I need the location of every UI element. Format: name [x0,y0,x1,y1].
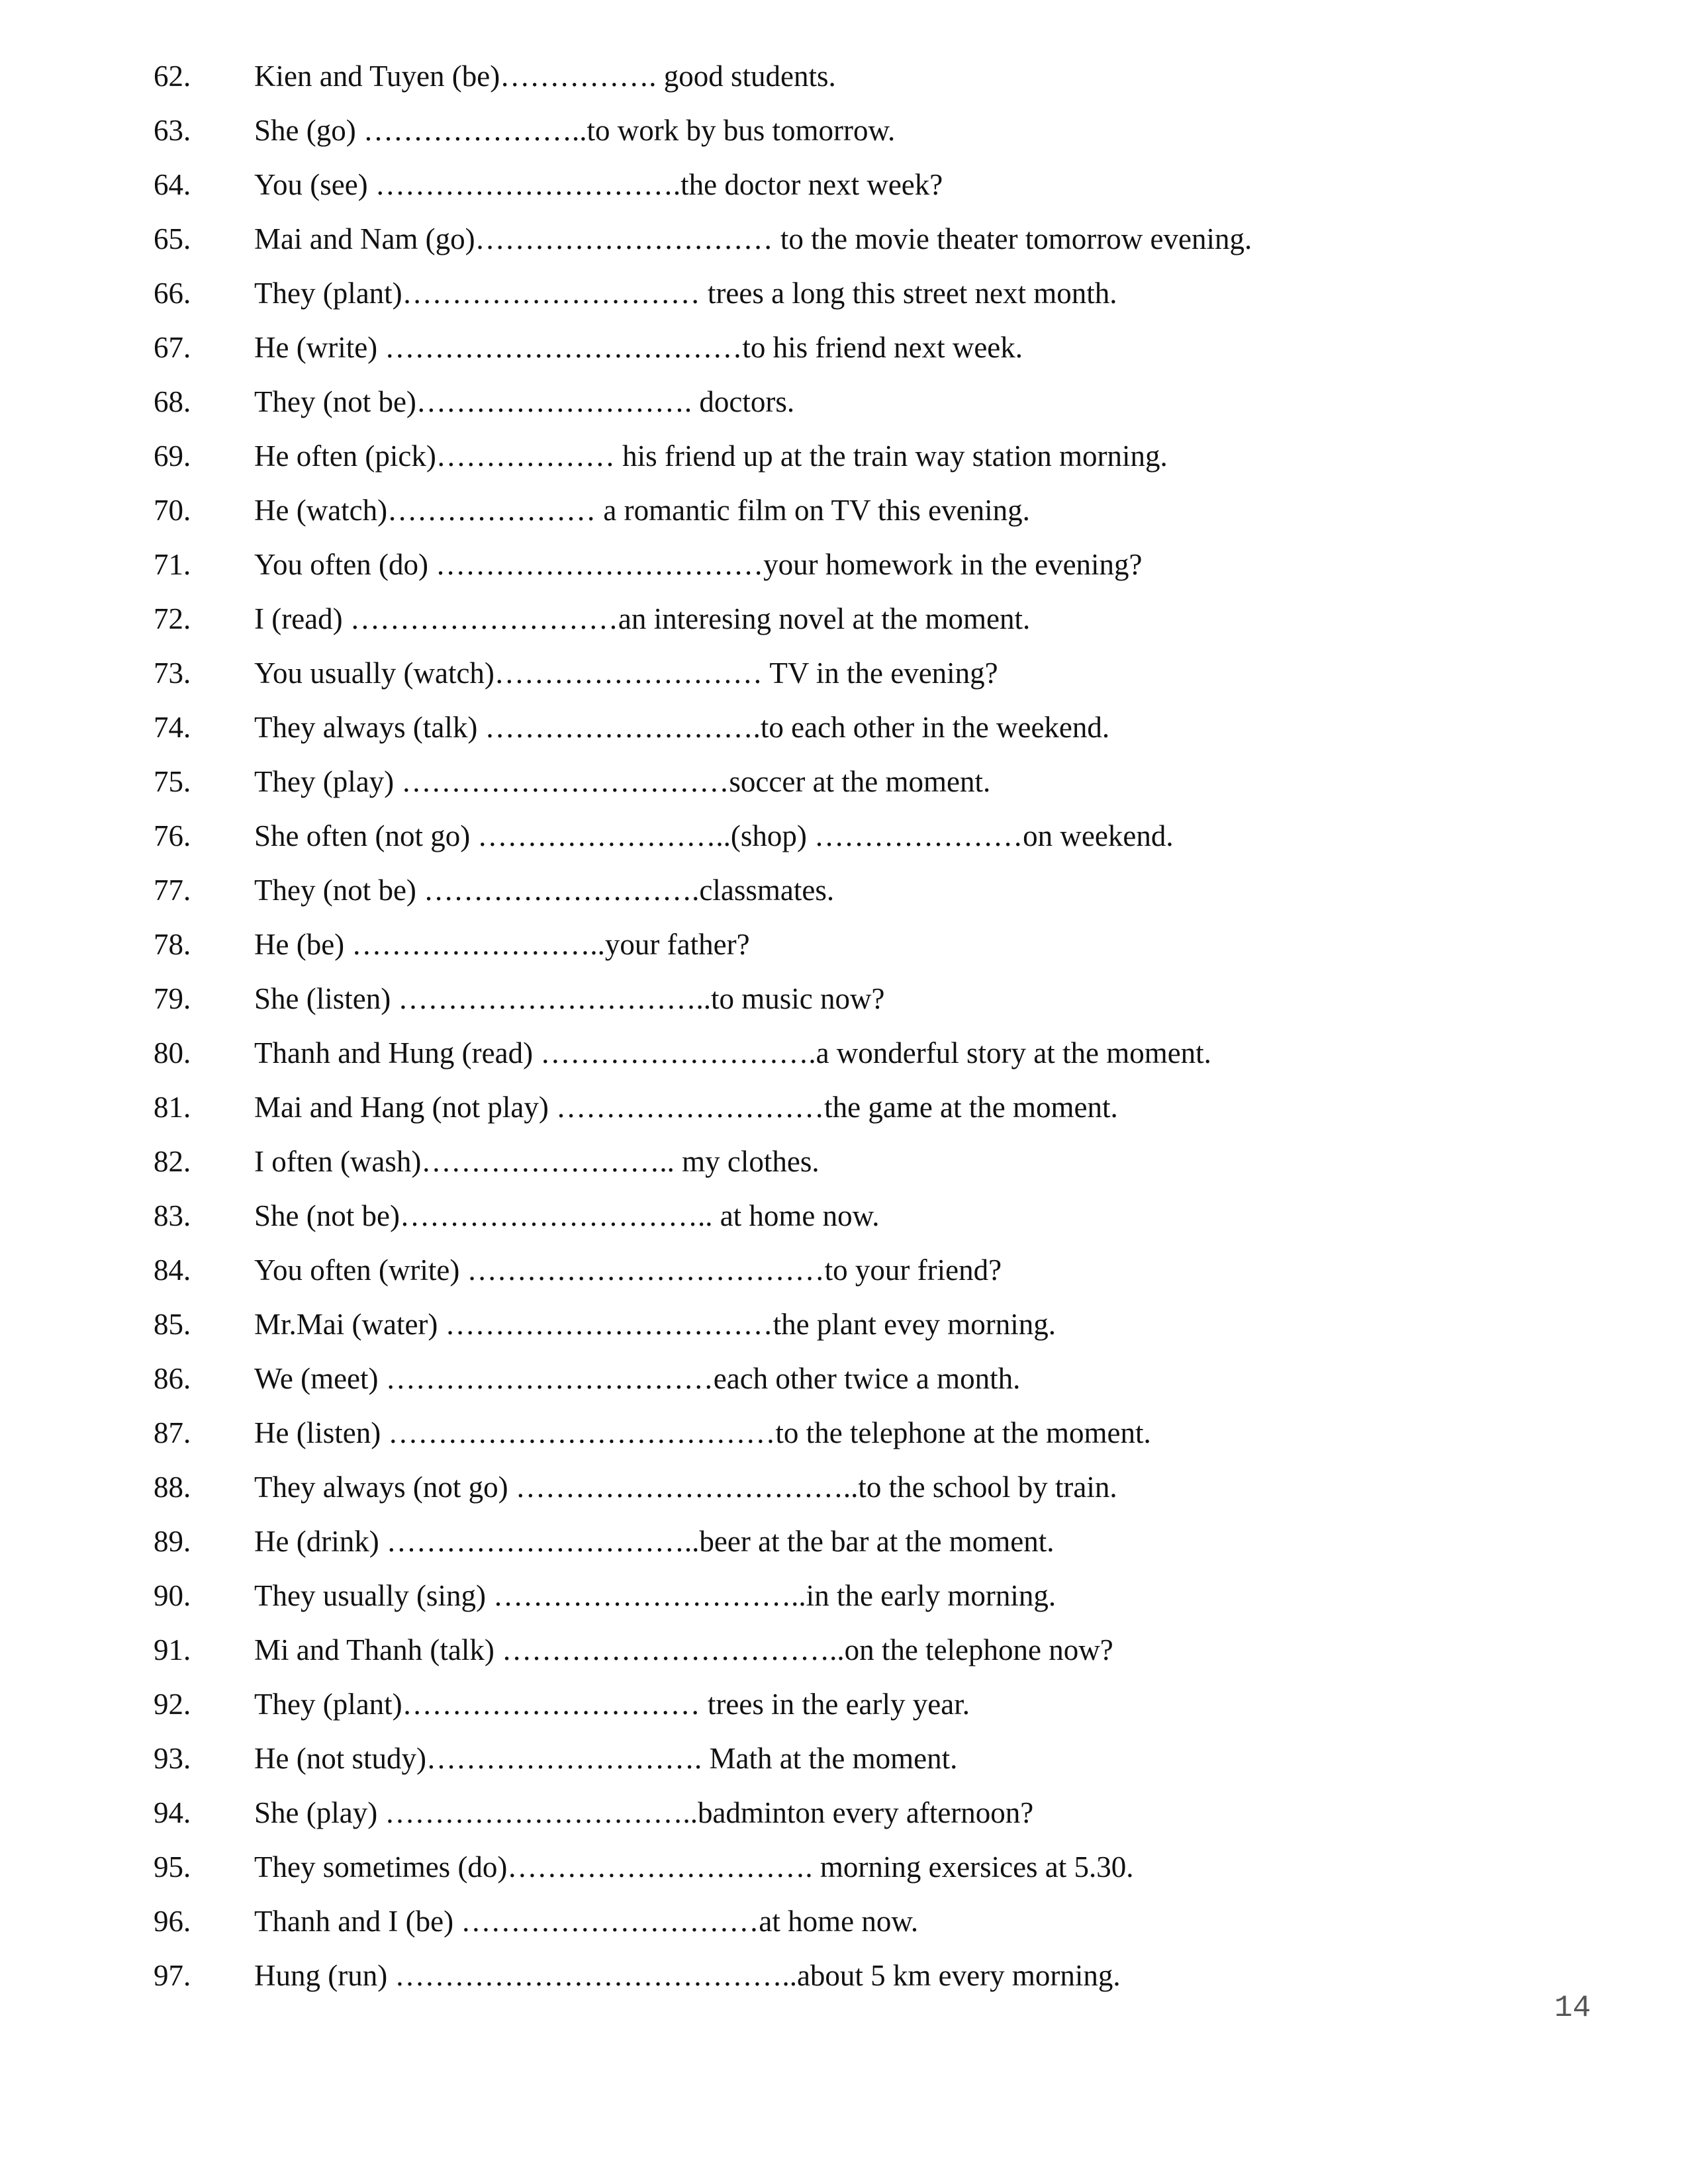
exercise-sentence: They (plant)………………………… trees in the early year. [254,1688,970,1721]
exercise-sentence: They always (not go) ……………………………..to the school by train. [254,1471,1117,1504]
exercise-item [154,375,1544,429]
exercise-sentence: Mai and Hang (not play) ………………………the game at the moment. [254,1091,1118,1124]
exercise-sentence: Kien and Tuyen (be)……………. good students. [254,60,836,93]
exercise-sentence: Hung (run) …………………………………..about 5 km every morning. [254,1959,1121,1992]
exercise-number: 63. [154,114,191,147]
exercise-item [154,1623,1544,1677]
exercise-number: 66. [154,277,191,310]
exercise-sentence: He (not study)………………………. Math at the moment. [254,1742,958,1775]
exercise-item [154,1948,1544,2003]
exercise-number: 79. [154,982,191,1015]
exercise-number: 72. [154,602,191,635]
exercise-number: 73. [154,657,191,690]
exercise-number: 75. [154,765,191,798]
exercise-sentence: He (be) ……………………..your father? [254,928,750,961]
exercise-item [154,1351,1544,1406]
exercise-number: 82. [154,1145,191,1178]
exercise-sentence: You (see) ………………………….the doctor next week? [254,168,943,201]
page-number: 14 [1554,1991,1591,2025]
exercise-item [154,483,1544,537]
exercise-sentence: She (listen) …………………………..to music now? [254,982,885,1015]
exercise-sentence: They (play) ……………………………soccer at the moment. [254,765,991,798]
exercise-item [154,1786,1544,1840]
exercise-item [154,754,1544,809]
exercise-number: 97. [154,1959,191,1992]
exercise-number: 87. [154,1416,191,1449]
exercise-sentence: You often (do) ……………………………your homework in the evening? [254,548,1143,581]
exercise-sentence: She (go) …………………..to work by bus tomorrow. [254,114,896,147]
exercise-item [154,1840,1544,1894]
exercise-sentence: He (drink) …………………………..beer at the bar at the moment. [254,1525,1055,1558]
exercise-number: 89. [154,1525,191,1558]
exercise-item [154,537,1544,592]
exercise-sentence: He often (pick)……………… his friend up at the train way station morning. [254,439,1168,473]
exercise-number: 93. [154,1742,191,1775]
exercise-item [154,1243,1544,1297]
exercise-item [154,1514,1544,1569]
exercise-number: 70. [154,494,191,527]
exercise-sentence: She (not be)………………………….. at home now. [254,1199,880,1232]
exercise-number: 90. [154,1579,191,1612]
exercise-sentence: Mai and Nam (go)………………………… to the movie theater tomorrow evening. [254,222,1252,255]
exercise-sentence: Thanh and Hung (read) ……………………….a wonderful story at the moment. [254,1036,1211,1069]
exercise-item [154,1569,1544,1623]
exercise-sentence: Thanh and I (be) …………………………at home now. [254,1905,919,1938]
exercise-sentence: They always (talk) ……………………….to each other in the weekend. [254,711,1110,744]
exercise-item [154,1406,1544,1460]
exercise-item [154,320,1544,375]
exercise-item [154,1731,1544,1786]
exercise-item [154,809,1544,863]
exercise-number: 85. [154,1308,191,1341]
exercise-item [154,103,1544,158]
exercise-number: 78. [154,928,191,961]
exercise-item [154,592,1544,646]
exercise-number: 84. [154,1253,191,1287]
exercise-sentence: Mr.Mai (water) ……………………………the plant evey morning. [254,1308,1056,1341]
exercise-number: 83. [154,1199,191,1232]
exercise-number: 95. [154,1850,191,1884]
exercise-number: 64. [154,168,191,201]
exercise-number: 65. [154,222,191,255]
exercise-item [154,646,1544,700]
exercise-item [154,1189,1544,1243]
exercise-sentence: I often (wash)…………………….. my clothes. [254,1145,820,1178]
exercise-item [154,158,1544,212]
exercise-item [154,1134,1544,1189]
exercise-number: 88. [154,1471,191,1504]
exercise-number: 81. [154,1091,191,1124]
exercise-sentence: He (write) ………………………………to his friend next week. [254,331,1023,364]
exercise-number: 74. [154,711,191,744]
exercise-sentence: They usually (sing) …………………………..in the early morning. [254,1579,1056,1612]
exercise-number: 76. [154,819,191,852]
exercise-number: 69. [154,439,191,473]
exercise-list [154,49,1544,2003]
exercise-sentence: You often (write) ………………………………to your friend? [254,1253,1002,1287]
exercise-item [154,212,1544,266]
exercise-item [154,1026,1544,1080]
exercise-sentence: Mi and Thanh (talk) ……………………………..on the telephone now? [254,1633,1113,1666]
exercise-item [154,917,1544,972]
exercise-sentence: She (play) …………………………..badminton every afternoon? [254,1796,1034,1829]
exercise-sentence: I (read) ………………………an interesing novel at the moment. [254,602,1031,635]
exercise-number: 94. [154,1796,191,1829]
exercise-number: 77. [154,874,191,907]
exercise-item [154,700,1544,754]
exercise-number: 67. [154,331,191,364]
exercise-sentence: We (meet) ……………………………each other twice a month. [254,1362,1021,1395]
exercise-sentence: They (plant)………………………… trees a long this street next month. [254,277,1117,310]
exercise-item [154,1677,1544,1731]
exercise-item [154,863,1544,917]
exercise-item [154,1894,1544,1948]
exercise-number: 86. [154,1362,191,1395]
exercise-item [154,972,1544,1026]
exercise-number: 71. [154,548,191,581]
exercise-item [154,266,1544,320]
exercise-item [154,429,1544,483]
exercise-number: 80. [154,1036,191,1069]
exercise-sentence: He (listen) …………………………………to the telephone at the moment. [254,1416,1151,1449]
exercise-number: 92. [154,1688,191,1721]
exercise-number: 96. [154,1905,191,1938]
exercise-sentence: She often (not go) ……………………..(shop) …………………on weekend. [254,819,1174,852]
exercise-sentence: They (not be)………………………. doctors. [254,385,795,418]
exercise-number: 62. [154,60,191,93]
exercise-sentence: They sometimes (do)…………………………. morning exersices at 5.30. [254,1850,1134,1884]
exercise-item [154,1297,1544,1351]
exercise-sentence: He (watch)………………… a romantic film on TV this evening. [254,494,1030,527]
exercise-sentence: You usually (watch)……………………… TV in the evening? [254,657,998,690]
exercise-number: 68. [154,385,191,418]
exercise-item [154,1080,1544,1134]
exercise-sentence: They (not be) ……………………….classmates. [254,874,835,907]
exercise-number: 91. [154,1633,191,1666]
exercise-item [154,49,1544,103]
exercise-item [154,1460,1544,1514]
